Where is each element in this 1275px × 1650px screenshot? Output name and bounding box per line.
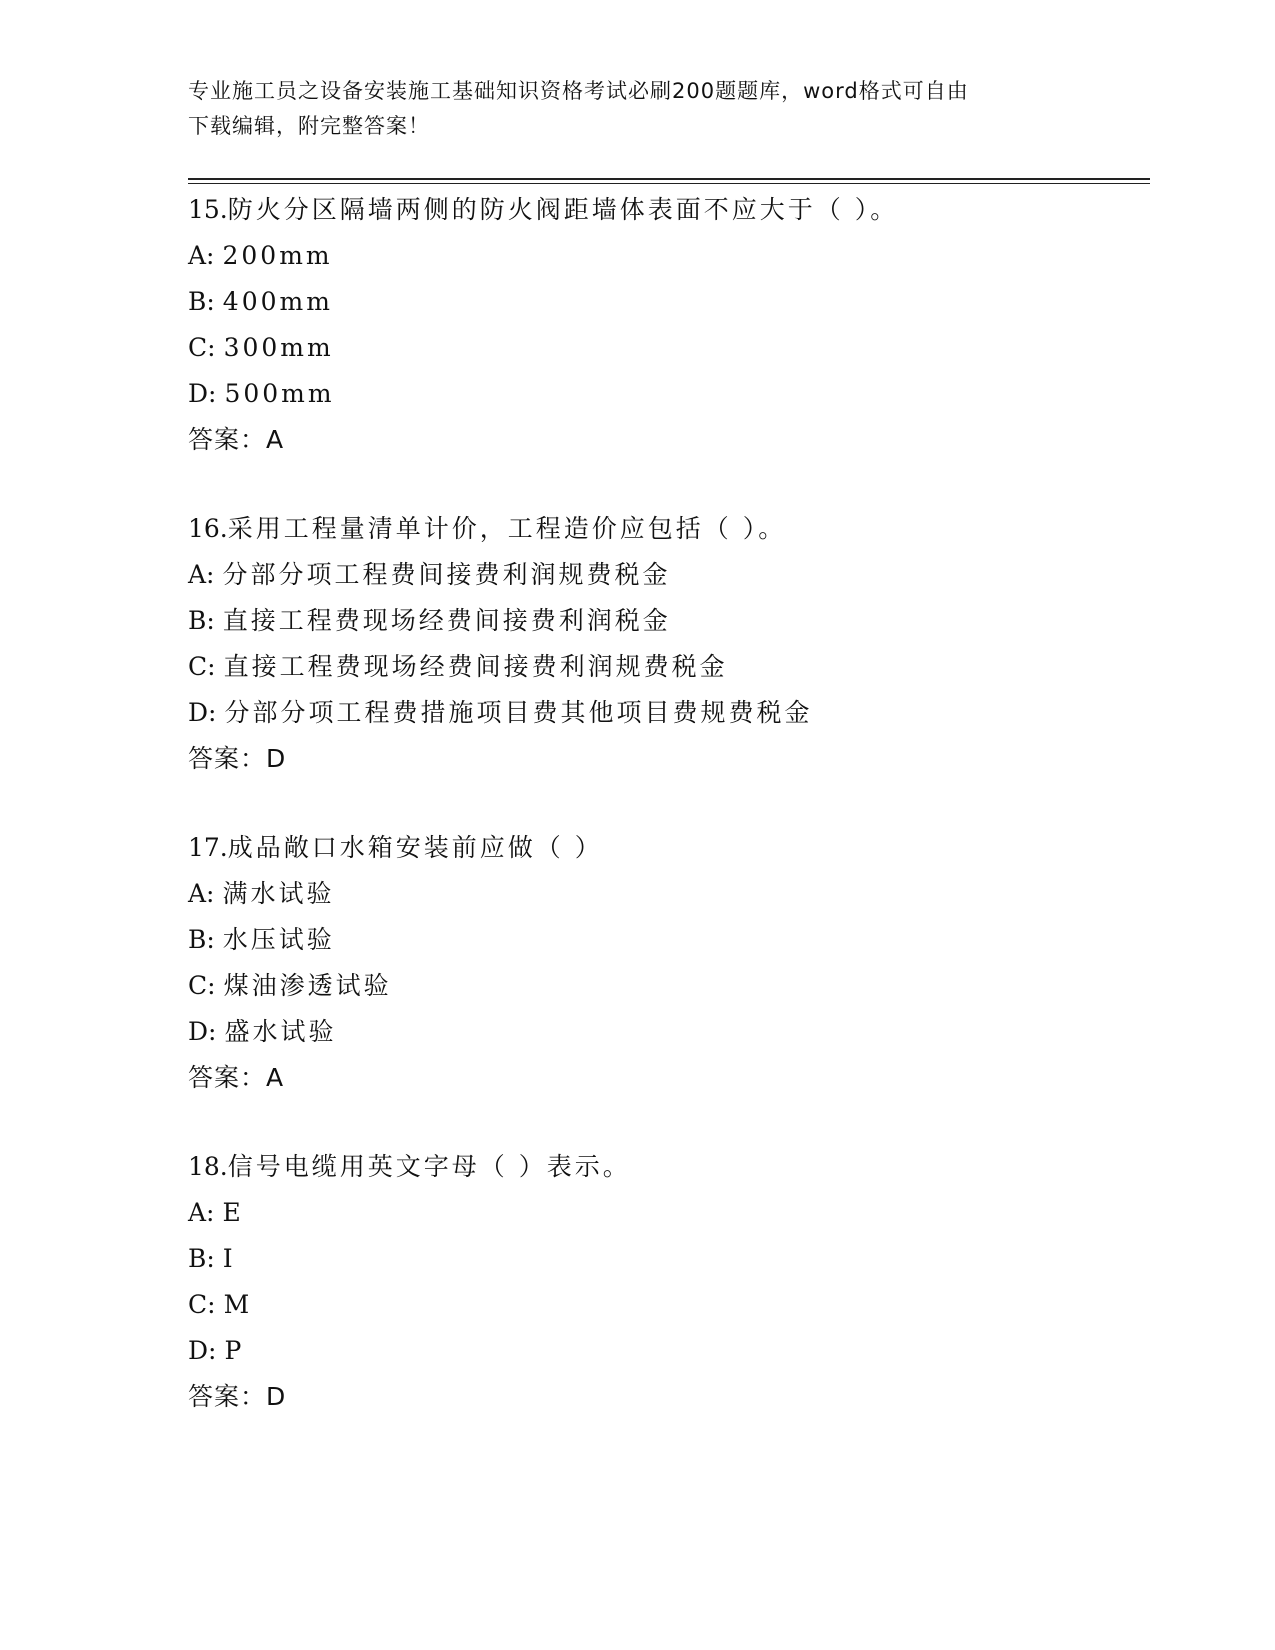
option-letter: D: bbox=[188, 698, 217, 727]
question-number: 15. bbox=[188, 195, 228, 224]
option-letter: A: bbox=[188, 879, 215, 908]
intro-line-2: 下载编辑，附完整答案！ bbox=[188, 114, 430, 138]
answer-line: 答案：D bbox=[188, 744, 287, 773]
option-letter: A: bbox=[188, 560, 215, 589]
option-a bbox=[188, 552, 1148, 598]
question-15 bbox=[188, 187, 1148, 463]
option-text: 分部分项工程费间接费利润规费税金 bbox=[222, 560, 671, 589]
option-letter: D: bbox=[188, 379, 217, 408]
option-text: 200mm bbox=[222, 241, 333, 270]
intro-text bbox=[188, 74, 1068, 144]
option-letter: D: bbox=[188, 1017, 217, 1046]
option-a bbox=[188, 871, 1148, 917]
question-stem bbox=[188, 187, 1148, 233]
question-number: 17. bbox=[188, 833, 228, 862]
option-a bbox=[188, 1190, 1148, 1236]
question-number: 16. bbox=[188, 514, 228, 543]
option-b bbox=[188, 917, 1148, 963]
option-text: M bbox=[223, 1290, 253, 1319]
option-text: 300mm bbox=[223, 333, 334, 362]
question-number: 18. bbox=[188, 1152, 228, 1181]
option-letter: C: bbox=[188, 333, 216, 362]
option-text: 500mm bbox=[224, 379, 335, 408]
intro-line-1: 专业施工员之设备安装施工基础知识资格考试必刷200题题库，word格式可自由 bbox=[188, 79, 969, 103]
option-d bbox=[188, 1009, 1148, 1055]
option-a bbox=[188, 233, 1148, 279]
answer-line: 答案：A bbox=[188, 1063, 285, 1092]
question-stem bbox=[188, 1144, 1148, 1190]
option-text: 满水试验 bbox=[222, 879, 335, 908]
option-text: 直接工程费现场经费间接费利润税金 bbox=[222, 606, 671, 635]
option-letter: C: bbox=[188, 652, 216, 681]
option-text: P bbox=[224, 1336, 245, 1365]
option-b bbox=[188, 279, 1148, 325]
option-text: 煤油渗透试验 bbox=[223, 971, 392, 1000]
option-c bbox=[188, 644, 1148, 690]
option-letter: D: bbox=[188, 1336, 217, 1365]
question-text: 采用工程量清单计价，工程造价应包括（ ）。 bbox=[227, 514, 787, 543]
option-d bbox=[188, 1328, 1148, 1374]
option-letter: C: bbox=[188, 1290, 216, 1319]
question-17 bbox=[188, 825, 1148, 1101]
question-text: 信号电缆用英文字母（ ）表示。 bbox=[227, 1152, 631, 1181]
header-divider-thin bbox=[188, 183, 1150, 184]
question-stem bbox=[188, 825, 1148, 871]
question-text: 成品敞口水箱安装前应做（ ） bbox=[227, 833, 603, 862]
option-letter: B: bbox=[188, 606, 215, 635]
answer-line: 答案：D bbox=[188, 1382, 287, 1411]
option-d bbox=[188, 690, 1148, 736]
option-letter: B: bbox=[188, 287, 215, 316]
option-c bbox=[188, 325, 1148, 371]
question-stem bbox=[188, 506, 1148, 552]
question-18 bbox=[188, 1144, 1148, 1420]
option-c bbox=[188, 963, 1148, 1009]
option-letter: A: bbox=[188, 241, 215, 270]
question-16 bbox=[188, 506, 1148, 782]
option-letter: B: bbox=[188, 1244, 215, 1273]
option-c bbox=[188, 1282, 1148, 1328]
option-text: E bbox=[222, 1198, 244, 1227]
question-list bbox=[188, 187, 1148, 1463]
option-b bbox=[188, 1236, 1148, 1282]
header-divider-thick bbox=[188, 178, 1150, 180]
option-text: 分部分项工程费措施项目费其他项目费规费税金 bbox=[224, 698, 813, 727]
option-text: 水压试验 bbox=[222, 925, 335, 954]
option-d bbox=[188, 371, 1148, 417]
option-text: 盛水试验 bbox=[224, 1017, 337, 1046]
option-b bbox=[188, 598, 1148, 644]
question-text: 防火分区隔墙两侧的防火阀距墙体表面不应大于（ ）。 bbox=[227, 195, 899, 224]
option-letter: A: bbox=[188, 1198, 215, 1227]
option-letter: C: bbox=[188, 971, 216, 1000]
option-text: 400mm bbox=[222, 287, 333, 316]
option-text: I bbox=[222, 1244, 236, 1273]
answer-line: 答案：A bbox=[188, 425, 285, 454]
option-letter: B: bbox=[188, 925, 215, 954]
option-text: 直接工程费现场经费间接费利润规费税金 bbox=[223, 652, 728, 681]
